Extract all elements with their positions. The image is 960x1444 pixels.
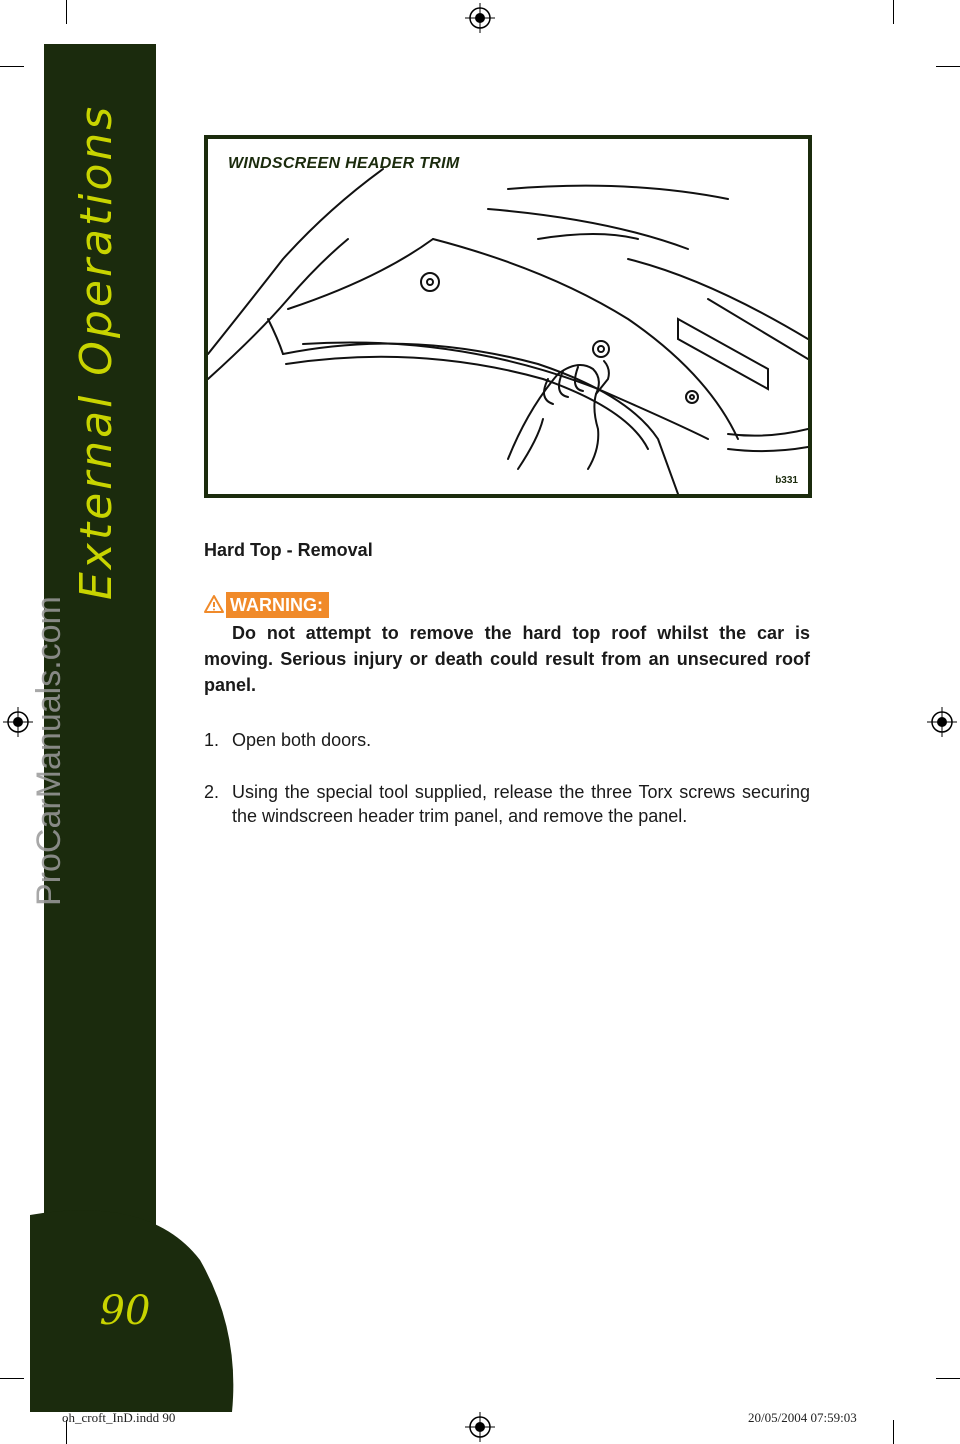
figure-windscreen-header-trim [204, 135, 812, 498]
section-title: External Operations [71, 103, 122, 600]
step-text: Open both doors. [232, 730, 372, 750]
figure-reference: b331 [775, 475, 798, 486]
step-text: Using the special tool supplied, release the three Torx screws securing the windscreen header trim panel, and remove the panel. [232, 782, 810, 826]
step-number: 2. [204, 782, 220, 802]
warning-label: WARNING: [226, 592, 329, 618]
list-item [204, 728, 810, 752]
page-number: 90 [99, 1288, 151, 1334]
warning-icon [203, 594, 225, 614]
footer-timestamp: 20/05/2004 07:59:03 [748, 1410, 857, 1425]
section-heading: Hard Top - Removal [204, 540, 373, 560]
watermark: ProCarManuals.com [30, 596, 68, 906]
step-number: 1. [204, 730, 220, 750]
warning-text: Do not attempt to remove the hard top roof whilst the car is moving. Serious injury or death could result from an unsecured roof panel. [204, 623, 810, 695]
figure-title: WINDSCREEN HEADER TRIM [228, 155, 460, 172]
list-item [204, 780, 810, 860]
footer-filename: oh_croft_InD.indd 90 [62, 1410, 176, 1425]
header-trim-illustration [208, 139, 808, 494]
